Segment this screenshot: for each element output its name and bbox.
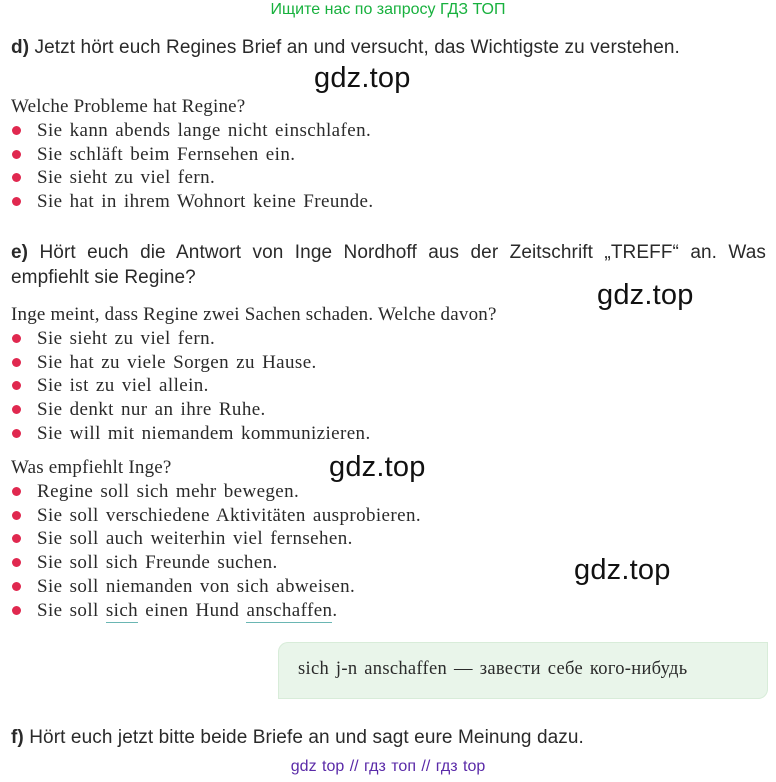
list-item: Sie denkt nur an ihre Ruhe. [11, 398, 371, 422]
bullet-icon [12, 126, 21, 135]
bullet-icon [12, 558, 21, 567]
vocabulary-box [278, 642, 768, 699]
bullet-icon [12, 511, 21, 520]
task-d-instruction [11, 35, 766, 60]
list-item: Regine soll sich mehr bewegen. [11, 480, 421, 504]
bullet-icon [12, 173, 21, 182]
task-f-letter: f) [11, 727, 24, 748]
bullet-icon [12, 487, 21, 496]
bullet-icon [12, 334, 21, 343]
promo-banner: Ищите нас по запросу ГДЗ ТОП [270, 1, 506, 18]
bullet-icon [12, 405, 21, 414]
task-e-question-2: Was empfiehlt Inge? [11, 457, 172, 478]
bullet-icon [12, 606, 21, 615]
list-item: Sie ist zu viel allein. [11, 374, 371, 398]
list-item: Sie will mit niemandem kommunizieren. [11, 422, 371, 446]
bullet-icon [12, 534, 21, 543]
list-item: Sie kann abends lange nicht einschlafen. [11, 119, 374, 143]
list-item: Sie soll sich Freunde suchen. [11, 551, 421, 575]
underlined-word-sich: sich [105, 599, 139, 621]
watermark: gdz.top [574, 554, 671, 586]
list-item: Sie soll auch weiterhin viel fernsehen. [11, 527, 421, 551]
underlined-word-anschaffen: anschaffen [246, 599, 333, 621]
list-item: Sie hat zu viele Sorgen zu Hause. [11, 351, 371, 375]
task-e-text: Hört euch die Antwort von Inge Nordhoff aus der Zeitschrift „TREFF“ an. Was empfiehlt sie Regine? [11, 242, 766, 288]
bullet-icon [12, 582, 21, 591]
task-d-list [11, 119, 374, 214]
task-f-text: Hört euch jetzt bitte beide Briefe an und sagt eure Meinung dazu. [23, 727, 584, 748]
footer-credits: gdz top // гдз топ // гдз top [290, 758, 486, 775]
task-d-question: Welche Probleme hat Regine? [11, 96, 246, 117]
list-item: Sie soll niemanden von sich abweisen. [11, 575, 421, 599]
bullet-icon [12, 358, 21, 367]
watermark: gdz.top [329, 451, 426, 483]
list-item: Sie schläft beim Fernsehen ein. [11, 143, 374, 167]
task-d-letter: d) [11, 37, 30, 58]
bullet-icon [12, 197, 21, 206]
task-d-text: Jetzt hört euch Regines Brief an und versucht, das Wichtigste zu verstehen. [29, 37, 680, 58]
bullet-icon [12, 381, 21, 390]
list-item: Sie sieht zu viel fern. [11, 166, 374, 190]
task-f-instruction [11, 725, 766, 750]
watermark: gdz.top [597, 279, 694, 311]
list-item: Sie sieht zu viel fern. [11, 327, 371, 351]
task-e-question-1: Inge meint, dass Regine zwei Sachen schaden. Welche davon? [11, 304, 497, 325]
task-e-letter: e) [11, 242, 29, 263]
bullet-icon [12, 429, 21, 438]
bullet-icon [12, 150, 21, 159]
list-item: Sie soll sich einen Hund anschaffen. [11, 599, 421, 623]
task-e-list-1 [11, 327, 371, 446]
list-item: Sie hat in ihrem Wohnort keine Freunde. [11, 190, 374, 214]
list-item: Sie soll verschiedene Aktivitäten ausprobieren. [11, 504, 421, 528]
watermark: gdz.top [314, 62, 411, 94]
vocabulary-entry: sich j-n anschaffen — завести себе кого-нибудь [298, 659, 688, 679]
task-e-list-2 [11, 480, 421, 622]
